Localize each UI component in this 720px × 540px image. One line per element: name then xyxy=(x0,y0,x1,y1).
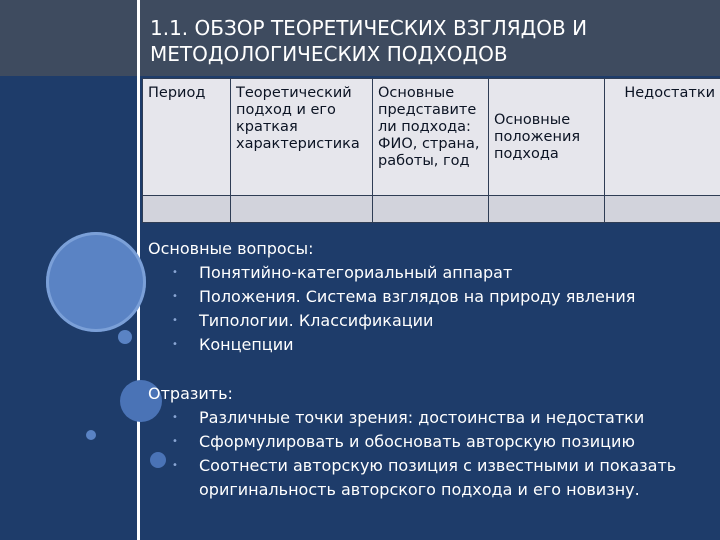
table-cell[interactable] xyxy=(373,196,489,223)
table-cell[interactable] xyxy=(489,196,605,223)
list-item xyxy=(172,261,708,285)
slide-title-line-1: 1.1. ОБЗОР ТЕОРЕТИЧЕСКИХ ВЗГЛЯДОВ И xyxy=(150,16,588,40)
list-item-text: Понятийно-категориальный аппарат xyxy=(199,263,513,282)
table-row-empty xyxy=(143,196,720,223)
bullet-icon: • xyxy=(172,460,178,471)
header-cell-positions: Основные положения подхода xyxy=(489,79,605,196)
bullet-icon: • xyxy=(172,339,178,350)
reflect-heading: Отразить: xyxy=(148,384,233,403)
list-item xyxy=(172,454,708,502)
decorative-circle-small xyxy=(118,330,132,344)
review-table xyxy=(142,78,720,223)
table-cell[interactable] xyxy=(143,196,231,223)
bullet-icon: • xyxy=(172,436,178,447)
list-item-text: Концепции xyxy=(199,335,294,354)
list-item xyxy=(172,430,708,454)
reflect-section xyxy=(148,382,708,502)
list-item-text: Различные точки зрения: достоинства и недостатки xyxy=(199,408,645,427)
header-cell-period: Период xyxy=(143,79,231,196)
reflect-list xyxy=(148,406,708,502)
table-cell[interactable] xyxy=(605,196,720,223)
slide-title xyxy=(150,15,710,67)
questions-list xyxy=(148,261,708,357)
list-item xyxy=(172,333,708,357)
list-item xyxy=(172,285,708,309)
questions-section xyxy=(148,237,708,357)
header-cell-drawbacks: Недостатки xyxy=(605,79,720,196)
table-header-row xyxy=(143,79,720,196)
bullet-icon: • xyxy=(172,412,178,423)
list-item-text: Соотнести авторскую позиция с известными и показать оригинальность авторского подхода и его новизну. xyxy=(199,456,677,499)
list-item-text: Положения. Система взглядов на природу явления xyxy=(199,287,636,306)
list-item xyxy=(172,406,708,430)
decorative-circle-large xyxy=(46,232,146,332)
list-item-text: Типологии. Классификации xyxy=(199,311,434,330)
header-cell-representatives: Основные представите ли подхода: ФИО, страна, работы, год xyxy=(373,79,489,196)
slide-title-line-2: МЕТОДОЛОГИЧЕСКИХ ПОДХОДОВ xyxy=(150,42,508,66)
decorative-circle-tiny xyxy=(86,430,96,440)
table-cell[interactable] xyxy=(231,196,373,223)
bullet-icon: • xyxy=(172,315,178,326)
header-cell-approach: Теоретический подход и его краткая характеристика xyxy=(231,79,373,196)
list-item-text: Сформулировать и обосновать авторскую позицию xyxy=(199,432,635,451)
questions-heading: Основные вопросы: xyxy=(148,239,314,258)
bullet-icon: • xyxy=(172,291,178,302)
list-item xyxy=(172,309,708,333)
bullet-icon: • xyxy=(172,267,178,278)
